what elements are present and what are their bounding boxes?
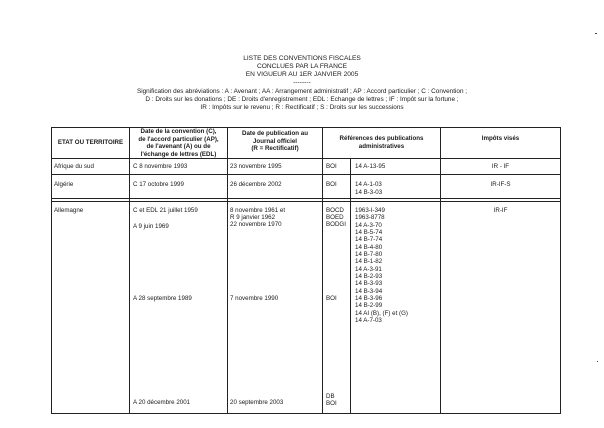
- row-3-taxes: IR-IF: [493, 207, 508, 214]
- scan-mark-top: [595, 33, 597, 34]
- row-2-state: Algérie: [54, 181, 74, 188]
- header-date-line-2: de l'accord particulier (AP),: [138, 135, 219, 143]
- row-3-reference-13: 14 B-3-96: [355, 295, 383, 303]
- row-3-publication-1: 8 novembre 1961 et: [230, 207, 286, 214]
- scan-mark-bottom: [597, 361, 598, 362]
- header-date-line-1: Date de la convention (C),: [140, 128, 217, 135]
- abbreviations-line-2: D : Droits sur les donations ; DE : Droits d'enregistrement ; EDL : Echange de lettres ; IF : Impôt sur la fortune ;: [145, 96, 459, 103]
- row-3-reference-3: 14 A-3-70: [355, 221, 382, 229]
- header-pub-line-3: (R = Rectificatif): [251, 145, 299, 153]
- row-3-reference-15: 14 AI (B), (F) et (G): [355, 309, 408, 317]
- row-1-source: BOI: [326, 163, 337, 170]
- row-3-reference-1: 1963-I-349: [355, 207, 385, 214]
- row-divider-1: [51, 174, 561, 175]
- row-3-date-2: A 9 juin 1969: [133, 223, 169, 230]
- row-divider-2: [51, 198, 561, 199]
- abbreviations-line-3: IR : Impôts sur le revenu ; R : Rectificatif ; S : Droits sur les successions: [200, 104, 404, 111]
- row-3-reference-8: 14 B-1-82: [355, 258, 383, 266]
- row-3-publication-2: R 9 janvier 1962: [230, 214, 276, 221]
- header-refs-line-2: administratives: [358, 142, 405, 150]
- document-title-line-1: LISTE DES CONVENTIONS FISCALES: [243, 55, 361, 62]
- header-pub-line-2: Journal officiel: [252, 137, 297, 145]
- row-2-date: C 17 octobre 1999: [133, 181, 184, 188]
- row-3-date-3: A 28 septembre 1989: [133, 295, 192, 302]
- row-3-date-4: A 20 décembre 2001: [133, 399, 191, 406]
- row-3-publication-3: 22 novembre 1970: [230, 221, 282, 228]
- row-3-reference-2: 1963-8778: [355, 214, 385, 222]
- document-title-line-3: EN VIGUEUR AU 1ER JANVIER 2005: [245, 71, 359, 78]
- table-border-right: [560, 127, 561, 414]
- row-3-publication-5: 20 septembre 2003: [230, 399, 284, 406]
- header-pub-line-1: Date de publication au: [241, 130, 308, 137]
- row-3-source-4: BOI: [326, 295, 337, 302]
- row-1-publication: 23 novembre 1995: [230, 163, 282, 170]
- row-3-reference-4: 14 B-5-74: [355, 229, 383, 237]
- row-3-state: Allemagne: [54, 207, 84, 214]
- column-divider-3: [322, 127, 323, 414]
- column-divider-1: [129, 127, 130, 414]
- row-1-reference: 14 A-13-95: [355, 163, 386, 170]
- document-title-line-2: CONCLUES PAR LA FRANCE: [256, 63, 347, 70]
- row-3-source-3: BODGI: [326, 221, 346, 228]
- header-taxes: Impôts visés: [481, 135, 520, 142]
- header-refs-line-1: Références des publications: [339, 135, 424, 142]
- row-3-reference-14: 14 B-2-99: [355, 302, 383, 310]
- row-3-reference-5: 14 B-7-74: [355, 236, 383, 244]
- row-2-source: BOI: [326, 181, 337, 188]
- row-3-reference-9: 14 A-3-91: [355, 265, 382, 273]
- row-3-reference-12: 14 B-3-94: [355, 287, 383, 295]
- table-border-left: [51, 127, 52, 414]
- header-publication-date: [228, 130, 322, 153]
- row-3-reference-11: 14 B-3-93: [355, 280, 383, 288]
- header-convention-date: [130, 128, 227, 158]
- abbreviations-line-1: Signification des abréviations : A : Avenant ; AA : Arrangement administratif ; AP : Accord particulier ; C : Convention ;: [136, 88, 468, 95]
- row-2-reference-1: 14 A-1-03: [355, 181, 382, 188]
- row-3-references: [355, 207, 408, 325]
- row-3-reference-16: 14 A-7-03: [355, 317, 382, 325]
- row-3-reference-7: 14 B-7-80: [355, 251, 383, 259]
- row-3-source-5: DB: [326, 393, 335, 400]
- row-3-source-2: BOED: [326, 214, 344, 221]
- table-border-bottom: [51, 413, 561, 414]
- table-border-top: [51, 127, 561, 128]
- row-3-source-6: BOI: [326, 400, 337, 407]
- header-date-line-3: de l'avenant (A) ou de: [146, 143, 211, 151]
- row-3-reference-6: 14 B-4-80: [355, 243, 383, 251]
- row-1-date: C 8 novembre 1993: [133, 163, 188, 170]
- row-3-publication-4: 7 novembre 1990: [230, 295, 279, 302]
- header-references: [323, 135, 440, 150]
- row-divider-3: [51, 201, 561, 202]
- row-2-reference-2: 14 B-3-03: [355, 188, 383, 196]
- header-date-line-4: l'échange de lettres (EDL): [140, 150, 217, 158]
- row-3-reference-10: 14 B-2-93: [355, 273, 383, 281]
- row-2-publication: 26 décembre 2002: [230, 181, 282, 188]
- row-3-date-1: C et EDL 21 juillet 1959: [133, 207, 198, 214]
- header-state: ETAT OU TERRITOIRE: [57, 139, 124, 146]
- column-divider-4: [350, 158, 351, 414]
- table-header-bottom: [51, 158, 561, 159]
- row-1-state: Afrique du sud: [54, 163, 94, 170]
- row-2-references: [355, 181, 382, 196]
- row-1-taxes: IR - IF: [491, 163, 510, 170]
- column-divider-2: [227, 127, 228, 414]
- title-separator: --------: [293, 79, 311, 86]
- row-3-source-1: BOCD: [326, 207, 344, 214]
- row-2-taxes: IR-IF-S: [490, 181, 511, 188]
